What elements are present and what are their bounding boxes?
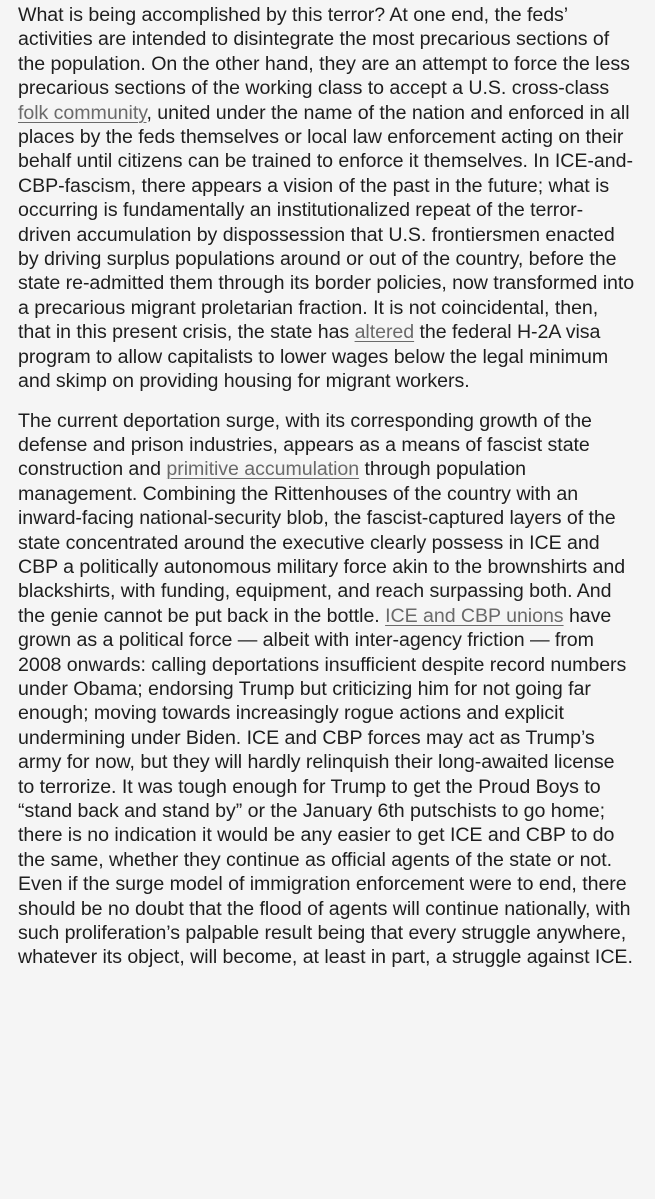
- link-primitive-accumulation[interactable]: primitive accumulation: [166, 458, 360, 481]
- link-ice-and-cbp-unions[interactable]: ICE and CBP unions: [385, 604, 564, 627]
- paragraph-2: [18, 409, 635, 970]
- paragraph-1-text-3: the federal H-2A visa program to allow capitalists to lower wages below the legal minimum and skimp on providing housing for migrant workers.: [18, 321, 609, 393]
- paragraph-1-text-1: What is being accomplished by this terror? At one end, the feds’ activities are intended to disintegrate the most precarious sections of the population. On the other hand, they are an attempt to force the less precarious sections of the working class to accept a U.S. cross-class: [18, 4, 630, 100]
- paragraph-1-text-2: , united under the name of the nation and enforced in all places by the feds themselves or local law enforcement acting on their behalf until citizens can be trained to enforce it themselves. In ICE-and-CBP-fascism, there appears a vision of the past in the future; what is occurring is fundamentally an institutionalized repeat of the terror-driven accumulation by dispossession that U.S. frontiersmen enacted by driving surplus populations around or out of the country, before the state re-admitted them through its border policies, now transformed into a precarious migrant proletarian fraction. It is not coincidental, then, that in this present crisis, the state has: [18, 101, 635, 344]
- paragraph-2-text-3: have grown as a political force — albeit with inter-agency friction — from 2008 onwards: calling deportations insufficient despite record numbers under Obama; endorsing Trump but criticizing him for not going far enough; moving towards increasingly rogue actions and explicit undermining under Biden. ICE and CBP forces may act as Trump’s army for now, but they will hardly relinquish their long-awaited license to terrorize. It was tough enough for Trump to get the Proud Boys to “stand back and stand by” or the January 6th putschists to go home; there is no indication it would be any easier to get ICE and CBP to do the same, whether they continue as official agents of the state or not. Even if the surge model of immigration enforcement were to end, there should be no doubt that the flood of agents will continue nationally, with such proliferation’s palpable result being that every struggle anywhere, whatever its object, will become, at least in part, a struggle against ICE.: [18, 604, 633, 969]
- paragraph-2-text-1: The current deportation surge, with its corresponding growth of the defense and prison industries, appears as a means of fascist state construction and: [18, 409, 592, 481]
- link-altered[interactable]: altered: [354, 321, 415, 344]
- paragraph-1: [18, 3, 635, 394]
- link-folk-community[interactable]: folk community: [18, 101, 147, 124]
- paragraph-2-text-2: through population management. Combining the Rittenhouses of the country with an inward-facing national-security blob, the fascist-captured layers of the state concentrated around the executive clearly possess in ICE and CBP a politically autonomous military force akin to the brownshirts and blackshirts, with funding, equipment, and reach surpassing both. And the genie cannot be put back in the bottle.: [18, 458, 626, 627]
